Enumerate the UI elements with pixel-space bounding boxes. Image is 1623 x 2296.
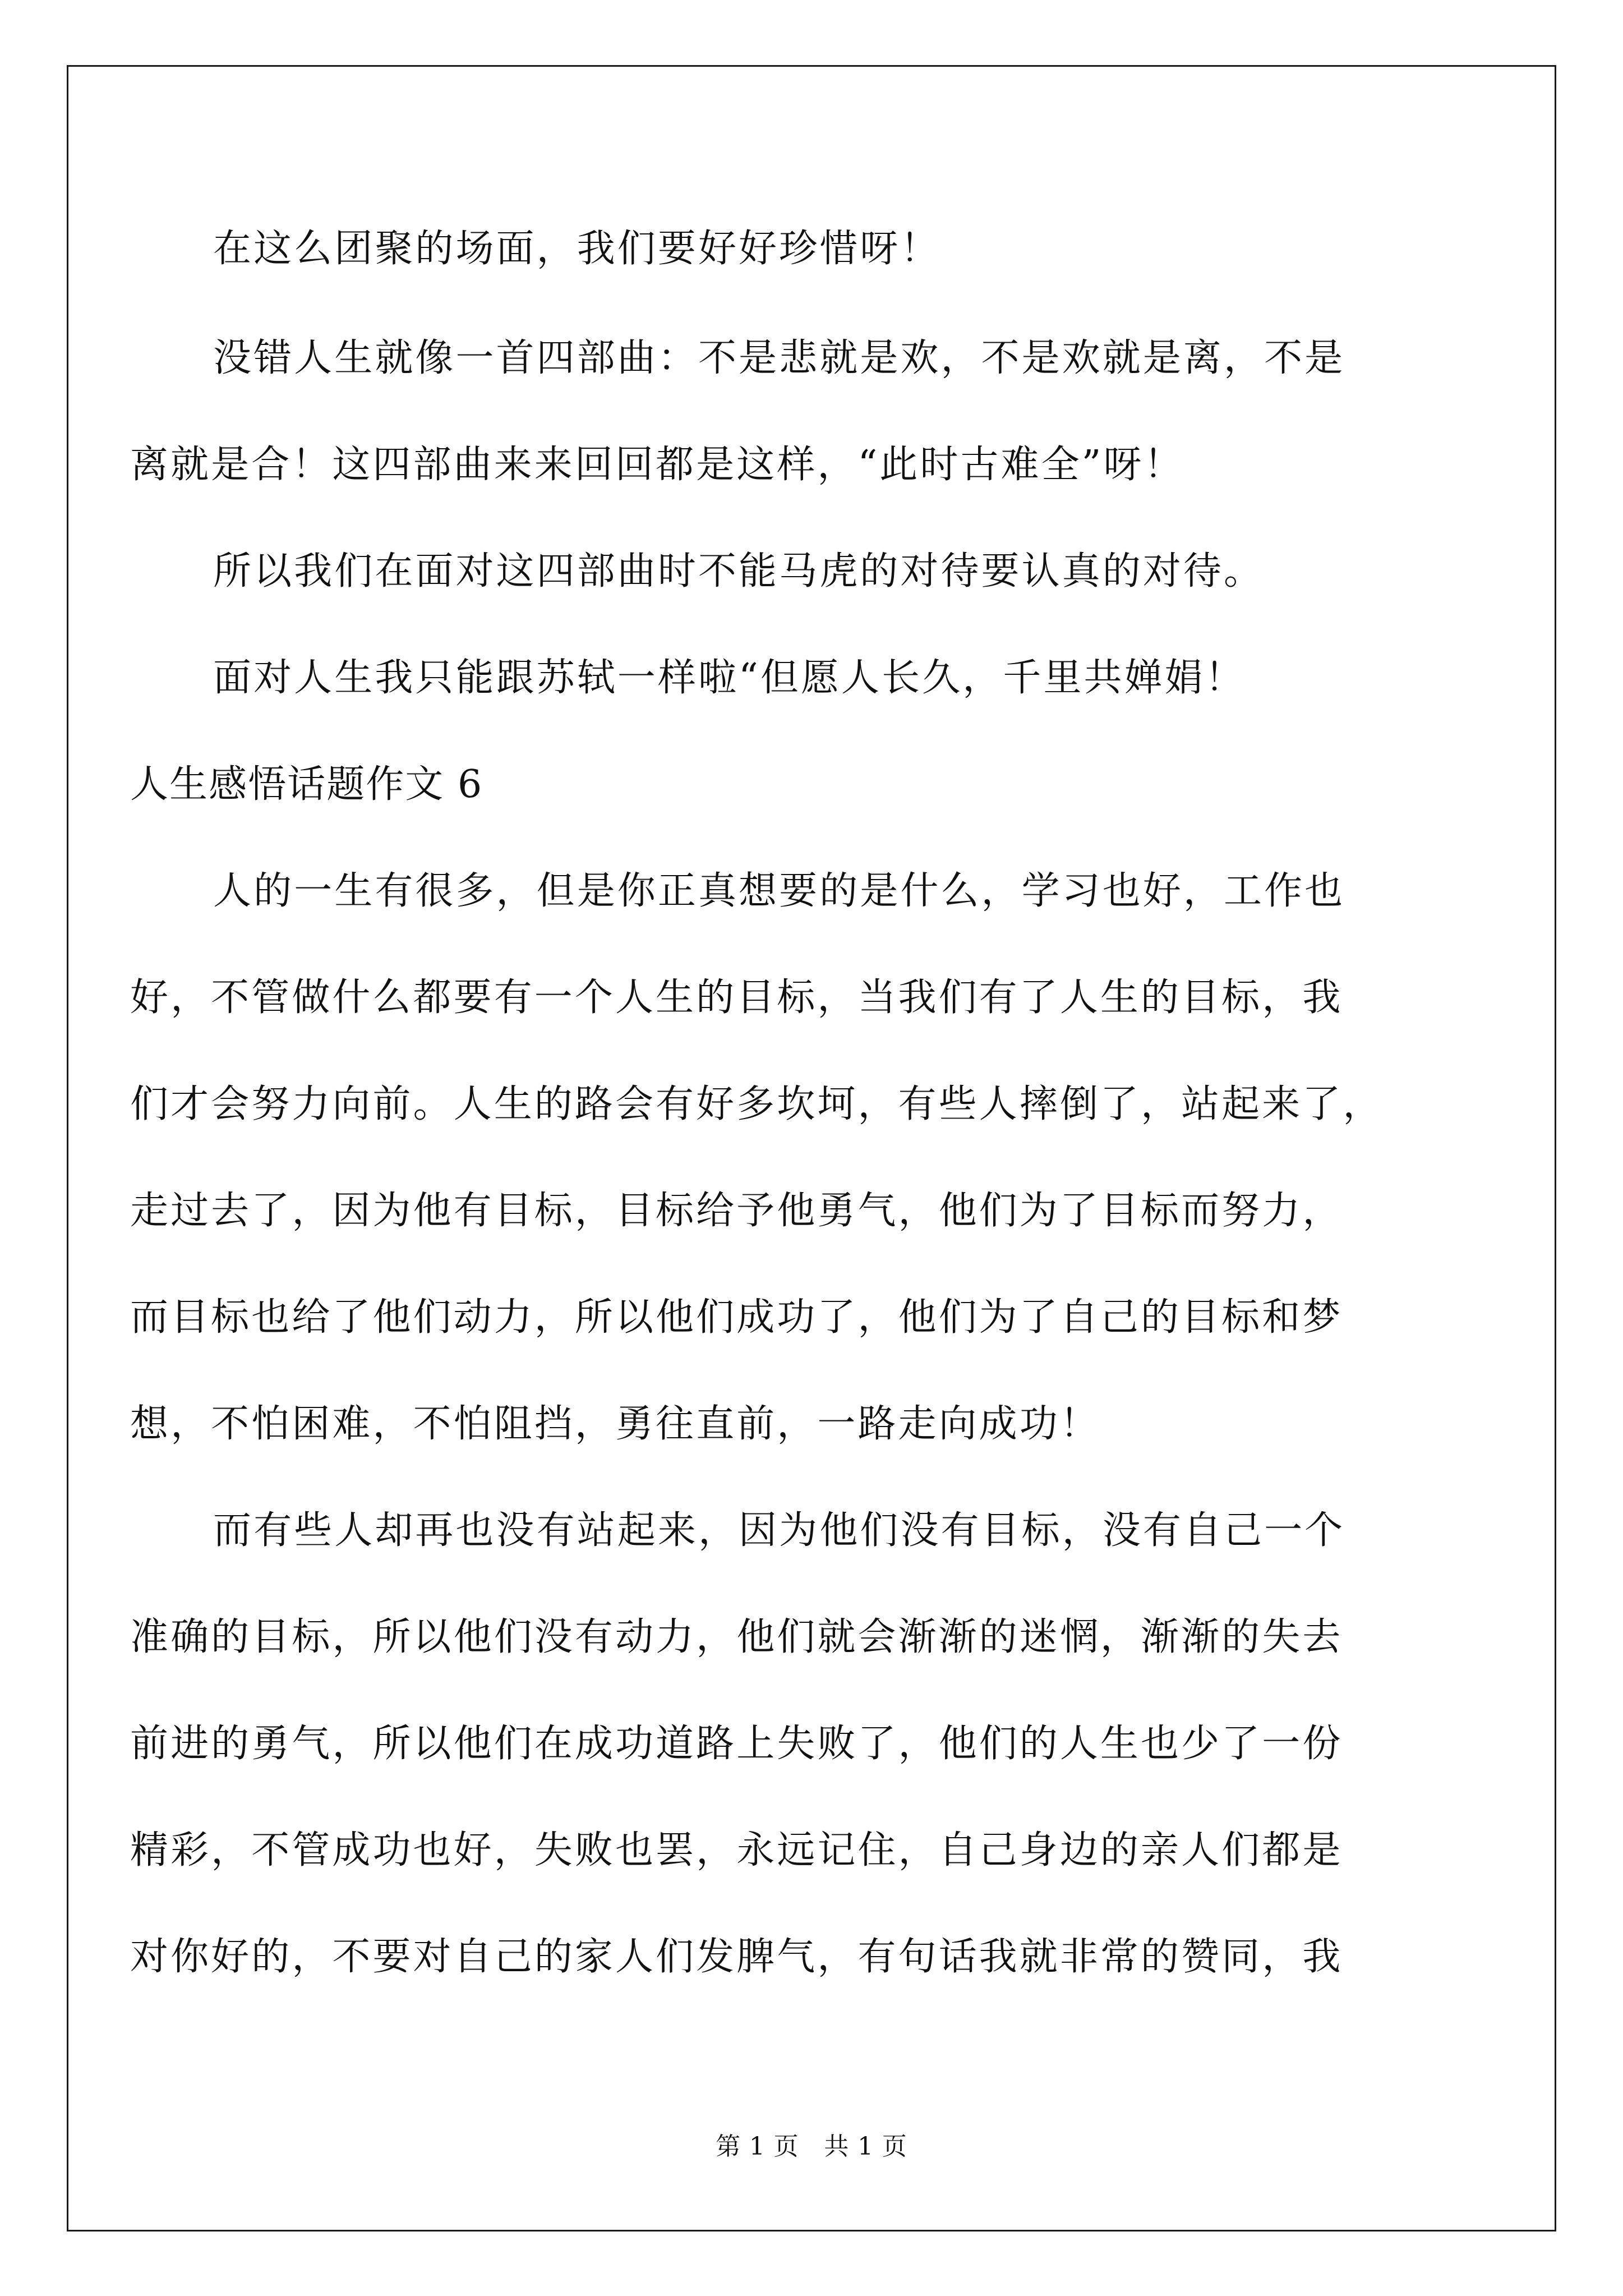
paragraph-line: 而有些人却再也没有站起来，因为他们没有目标，没有自己一个 xyxy=(213,1508,1345,1553)
paragraph-line: 而目标也给了他们动力，所以他们成功了，他们为了自己的目标和梦 xyxy=(130,1295,1343,1340)
paragraph-line: 准确的目标，所以他们没有动力，他们就会渐渐的迷惘，渐渐的失去 xyxy=(130,1615,1343,1659)
paragraph-line: 前进的勇气，所以他们在成功道路上失败了，他们的人生也少了一份 xyxy=(130,1722,1343,1766)
paragraph-line: 离就是合！这四部曲来来回回都是这样，“此时古难全”呀！ xyxy=(130,443,1184,487)
paragraph-line: 想，不怕困难，不怕阻挡，勇往直前，一路走向成功！ xyxy=(130,1402,1100,1446)
paragraph-line: 们才会努力向前。人生的路会有好多坎坷，有些人摔倒了，站起来了， xyxy=(130,1082,1384,1126)
paragraph-line: 精彩，不管成功也好，失败也罢，永远记住，自己身边的亲人们都是 xyxy=(130,1828,1343,1872)
paragraph-line: 所以我们在面对这四部曲时不能马虎的对待要认真的对待。 xyxy=(213,549,1265,593)
page-border xyxy=(67,65,1556,2231)
paragraph-line: 走过去了，因为他有目标，目标给予他勇气，他们为了目标而努力， xyxy=(130,1189,1343,1233)
paragraph-line: 没错人生就像一首四部曲：不是悲就是欢，不是欢就是离，不是 xyxy=(213,336,1345,380)
paragraph-line: 好，不管做什么都要有一个人生的目标，当我们有了人生的目标，我 xyxy=(130,976,1343,1020)
paragraph-line: 人的一生有很多，但是你正真想要的是什么，学习也好，工作也 xyxy=(213,869,1345,913)
page-number-footer: 第 1 页 共 1 页 xyxy=(716,2132,907,2161)
paragraph-line: 在这么团聚的场面，我们要好好珍惜呀！ xyxy=(213,227,941,271)
paragraph-line: 对你好的，不要对自己的家人们发脾气，有句话我就非常的赞同，我 xyxy=(130,1935,1343,1979)
paragraph-line: 面对人生我只能跟苏轼一样啦“但愿人长久，千里共婵娟！ xyxy=(213,656,1246,700)
section-heading: 人生感悟话题作文 6 xyxy=(130,762,483,807)
